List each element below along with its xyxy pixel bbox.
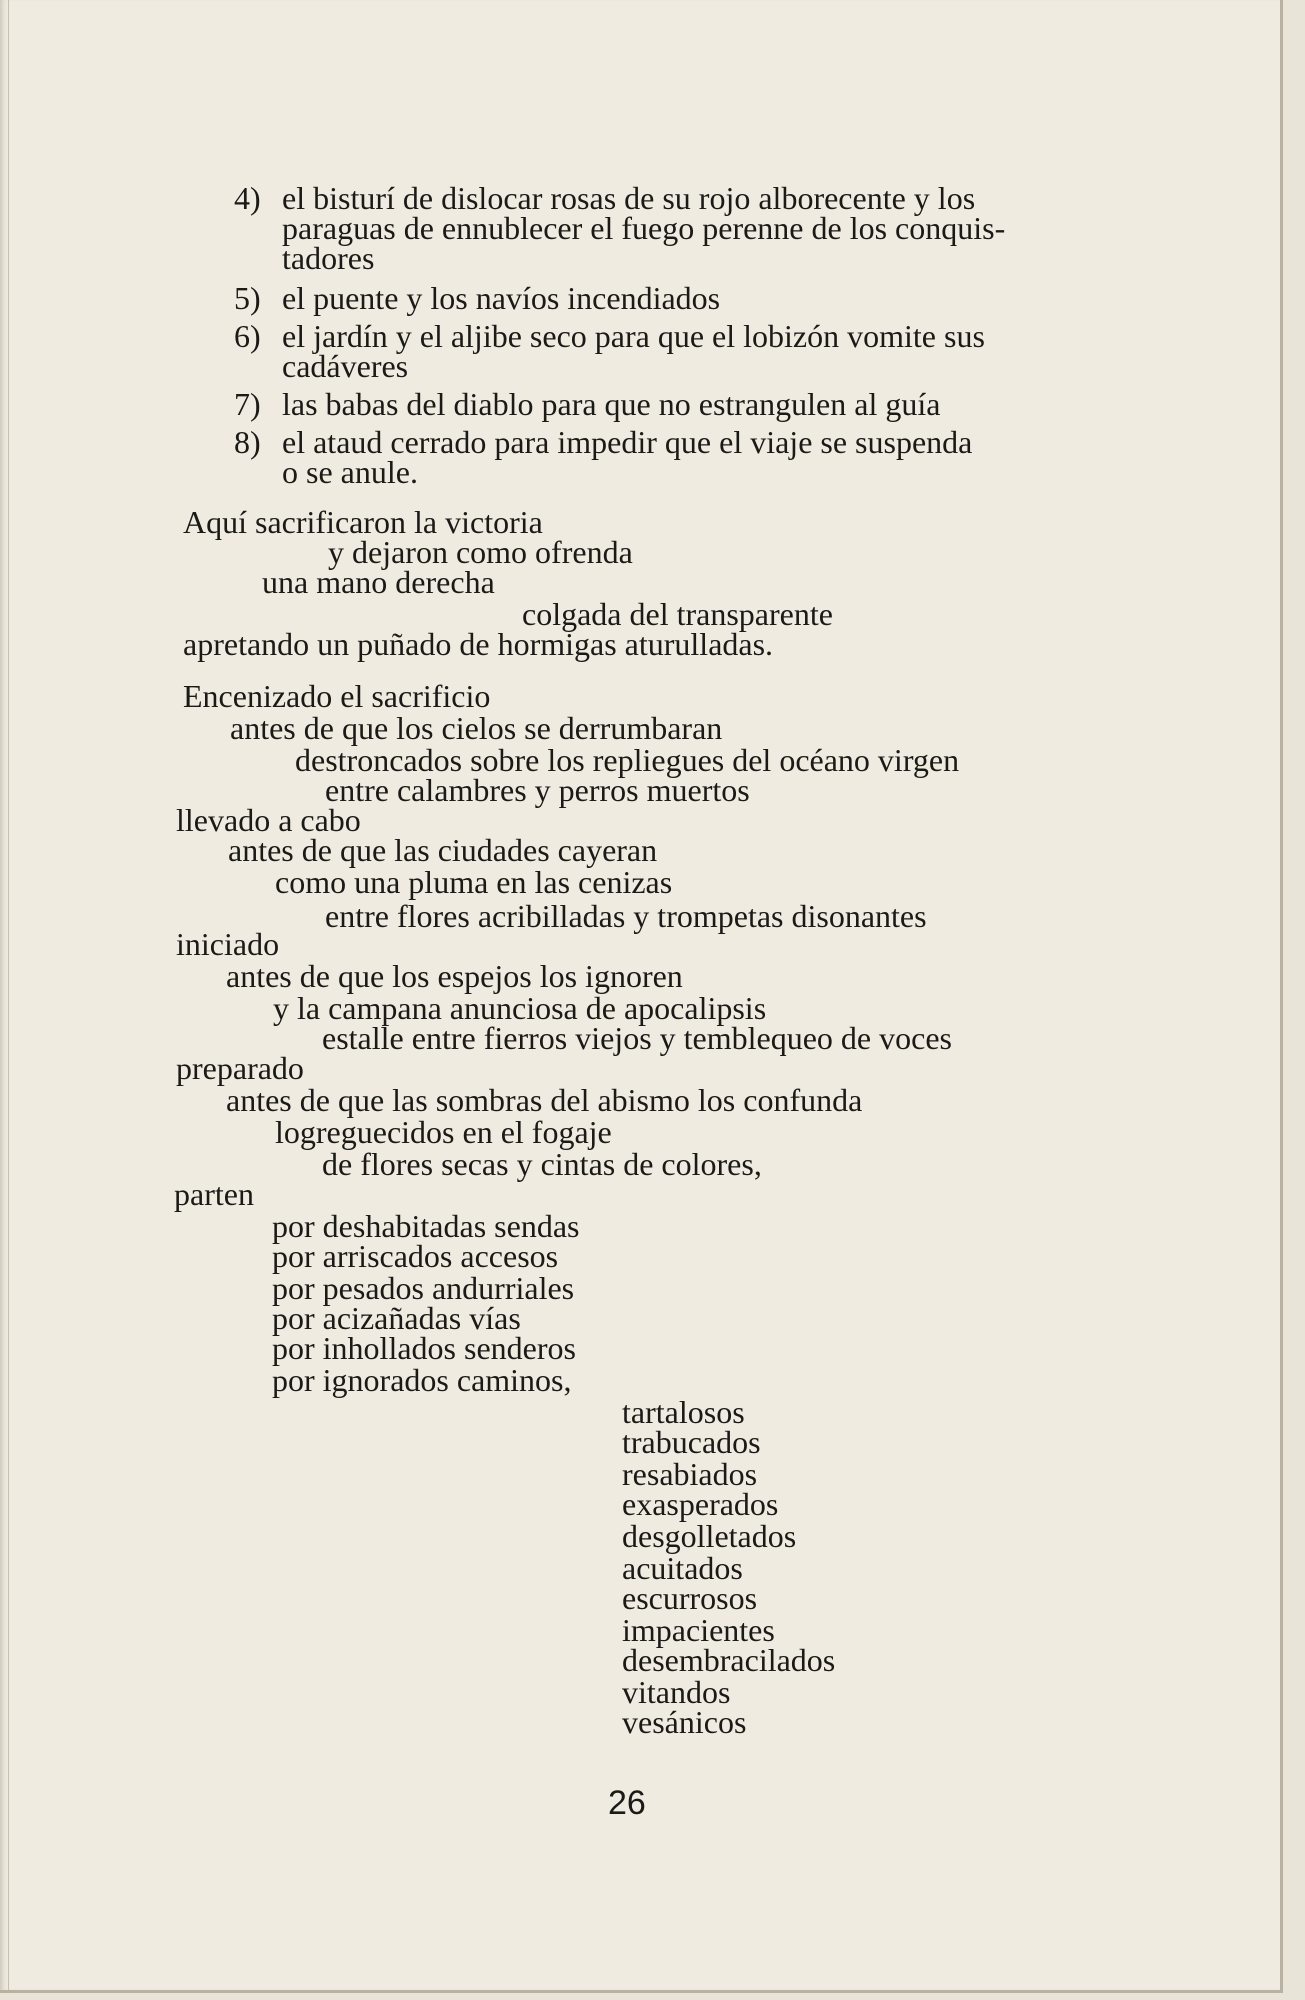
stanza-2-line: destroncados sobre los repliegues del océano virgen — [295, 742, 960, 778]
por-line: por acizañadas vías — [272, 1300, 521, 1336]
por-line: por inhollados senderos — [272, 1330, 576, 1366]
stanza-2-line: preparado — [176, 1050, 304, 1086]
por-line: por deshabitadas sendas — [272, 1208, 580, 1244]
stanza-2-line: iniciado — [176, 926, 280, 962]
adjective-line: vesánicos — [622, 1704, 747, 1740]
item-4-line-2: paraguas de ennublecer el fuego perenne de los conquis- — [282, 210, 1006, 246]
item-6-line-2: cadáveres — [282, 348, 409, 384]
stanza-2-line: Encenizado el sacrificio — [183, 678, 491, 714]
stanza-2-line: logreguecidos en el fogaje — [275, 1114, 612, 1150]
stanza-1-line: apretando un puñado de hormigas aturulladas. — [183, 626, 774, 662]
adjective-line: resabiados — [622, 1456, 758, 1492]
stanza-2-line: entre flores acribilladas y trompetas disonantes — [325, 898, 927, 934]
item-4: 4) el bisturí de dislocar rosas de su rojo alborecente y los — [234, 180, 976, 216]
item-7: 7) las babas del diablo para que no estrangulen al guía — [234, 386, 941, 422]
por-line: por pesados andurriales — [272, 1270, 575, 1306]
stanza-2-line: antes de que los cielos se derrumbaran — [230, 710, 723, 746]
adjective-line: escurrosos — [622, 1580, 758, 1616]
stanza-1-line: colgada del transparente — [522, 596, 833, 632]
stanza-1-line: y dejaron como ofrenda — [328, 534, 633, 570]
stanza-1-line: una mano derecha — [262, 564, 495, 600]
stanza-2-line: de flores secas y cintas de colores, — [322, 1146, 762, 1182]
item-8: 8) el ataud cerrado para impedir que el viaje se suspenda — [234, 424, 973, 460]
adjective-line: tartalosos — [622, 1394, 745, 1430]
stanza-2-line: antes de que los espejos los ignoren — [226, 958, 683, 994]
por-line: por ignorados caminos, — [272, 1362, 572, 1398]
adjective-line: acuitados — [622, 1550, 743, 1586]
stanza-2-line: parten — [174, 1176, 254, 1212]
stanza-2-line: entre calambres y perros muertos — [325, 772, 750, 808]
stanza-2-line: antes de que las sombras del abismo los confunda — [226, 1082, 863, 1118]
item-5: 5) el puente y los navíos incendiados — [234, 280, 721, 316]
item-6: 6) el jardín y el aljibe seco para que el lobizón vomite sus — [234, 318, 985, 354]
stanza-2-line: como una pluma en las cenizas — [275, 864, 673, 900]
adjective-line: exasperados — [622, 1486, 779, 1522]
item-8-line-2: o se anule. — [282, 454, 418, 490]
item-4-line-3: tadores — [282, 240, 375, 276]
adjective-line: vitandos — [622, 1674, 731, 1710]
por-line: por arriscados accesos — [272, 1238, 559, 1274]
page-number: 26 — [608, 1784, 646, 1822]
page-edge — [8, 0, 9, 1990]
stanza-2-line: antes de que las ciudades cayeran — [228, 832, 658, 868]
adjective-line: trabucados — [622, 1424, 761, 1460]
stanza-2-line: y la campana anunciosa de apocalipsis — [273, 990, 767, 1026]
stanza-2-line: estalle entre fierros viejos y temblequeo de voces — [322, 1020, 952, 1056]
stanza-1-line: Aquí sacrificaron la victoria — [183, 504, 543, 540]
adjective-line: desembracilados — [622, 1642, 836, 1678]
stanza-2-line: llevado a cabo — [176, 802, 361, 838]
adjective-line: impacientes — [622, 1612, 775, 1648]
adjective-line: desgolletados — [622, 1518, 797, 1554]
